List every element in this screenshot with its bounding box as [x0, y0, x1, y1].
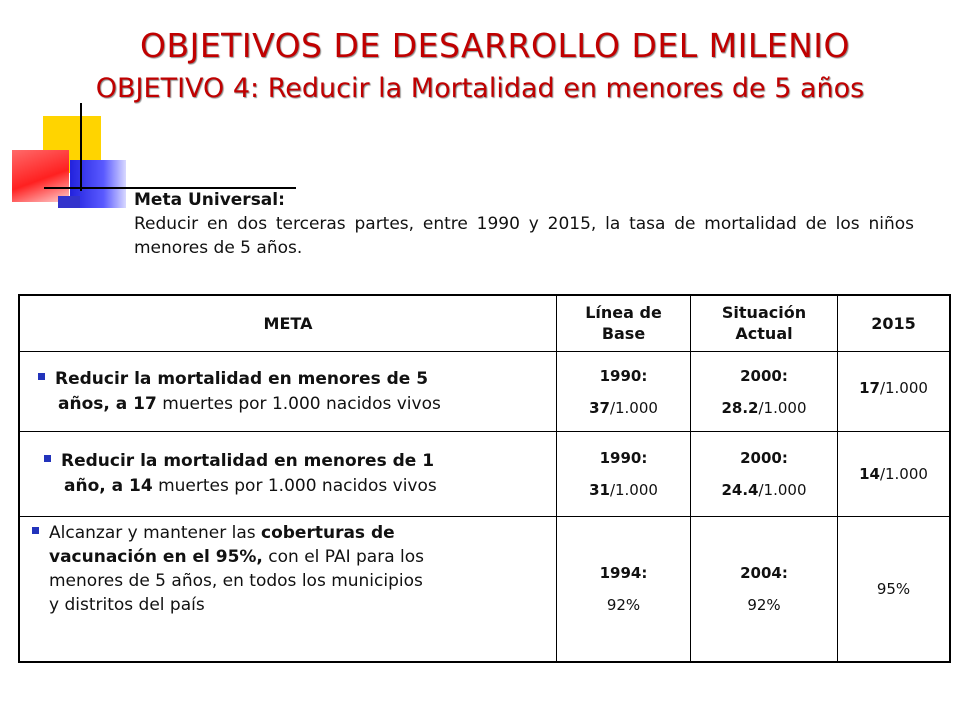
target-cell — [838, 432, 951, 516]
bullet-icon — [38, 373, 45, 380]
baseline-value: 92% — [606, 595, 641, 614]
target-value: 17 — [859, 378, 880, 397]
header-situacion-actual — [691, 295, 838, 351]
table-row — [19, 516, 950, 662]
current-value: 92% — [747, 595, 781, 614]
meta-cell — [19, 432, 557, 516]
header-situacion-line1: Situación — [721, 303, 807, 323]
logo-red-square — [12, 150, 69, 202]
meta-cell — [19, 351, 557, 431]
target-unit: /1.000 — [879, 378, 928, 397]
meta-text-bold: años, a 17 — [58, 393, 157, 414]
meta-text-bold: Reducir la mortalidad en menores de 1 — [61, 450, 435, 471]
baseline-cell — [557, 351, 691, 431]
baseline-cell — [557, 516, 691, 662]
target-value: 14 — [859, 464, 880, 483]
target-cell — [838, 351, 951, 431]
goals-table — [18, 294, 951, 663]
header-meta: META — [19, 295, 557, 351]
meta-text-bold: año, a 14 — [64, 475, 153, 496]
current-cell — [691, 516, 838, 662]
meta-text: con el PAI para los — [262, 546, 425, 567]
header-linea-base — [557, 295, 691, 351]
meta-universal-heading: Meta Universal: — [134, 190, 285, 210]
bullet-icon — [44, 455, 51, 462]
baseline-cell — [557, 432, 691, 516]
meta-text: Alcanzar y mantener las — [49, 522, 261, 543]
baseline-year: 1994: — [599, 563, 648, 582]
current-unit: /1.000 — [758, 398, 807, 417]
meta-universal-text: Reducir en dos terceras partes, entre 1990 y 2015, la tasa de mortalidad de los niños menores de 5 años. — [134, 214, 914, 258]
current-cell — [691, 432, 838, 516]
header-situacion-line2: Actual — [735, 324, 793, 344]
header-2015: 2015 — [838, 295, 951, 351]
current-year: 2004: — [740, 563, 788, 582]
meta-text: muertes por 1.000 nacidos vivos — [156, 393, 441, 414]
baseline-value: 37 — [589, 398, 610, 417]
baseline-unit: /1.000 — [609, 480, 658, 499]
bullet-icon — [32, 527, 39, 534]
current-year: 2000: — [740, 448, 788, 467]
header-linea-base-line1: Línea de — [585, 303, 662, 323]
target-cell: 95% — [838, 516, 951, 662]
meta-text-bold: Reducir la mortalidad en menores de 5 — [55, 368, 429, 389]
table-row — [19, 351, 950, 431]
current-value: 24.4 — [721, 480, 759, 499]
meta-text: y distritos del país — [49, 594, 205, 615]
meta-cell — [19, 516, 557, 662]
logo-small-blue-bar — [58, 196, 80, 208]
current-value: 28.2 — [721, 398, 759, 417]
header-linea-base-line2: Base — [601, 324, 646, 344]
baseline-value: 31 — [589, 480, 610, 499]
current-year: 2000: — [740, 366, 788, 385]
slide-subtitle: OBJETIVO 4: Reducir la Mortalidad en menores de 5 años — [95, 73, 865, 104]
current-cell — [691, 351, 838, 431]
meta-text-bold: coberturas de — [261, 522, 395, 543]
current-unit: /1.000 — [758, 480, 807, 499]
baseline-unit: /1.000 — [609, 398, 658, 417]
target-unit: /1.000 — [879, 464, 928, 483]
table-row — [19, 432, 950, 516]
meta-text-bold: vacunación en el 95%, — [49, 546, 263, 567]
logo-vertical-line — [80, 103, 82, 191]
meta-text: muertes por 1.000 nacidos vivos — [152, 475, 437, 496]
baseline-year: 1990: — [599, 366, 648, 385]
table-header-row — [19, 295, 950, 351]
baseline-year: 1990: — [599, 448, 648, 467]
meta-universal-block — [134, 188, 914, 260]
meta-text: menores de 5 años, en todos los municipios — [49, 570, 423, 591]
slide-title: OBJETIVOS DE DESARROLLO DEL MILENIO — [139, 26, 850, 65]
